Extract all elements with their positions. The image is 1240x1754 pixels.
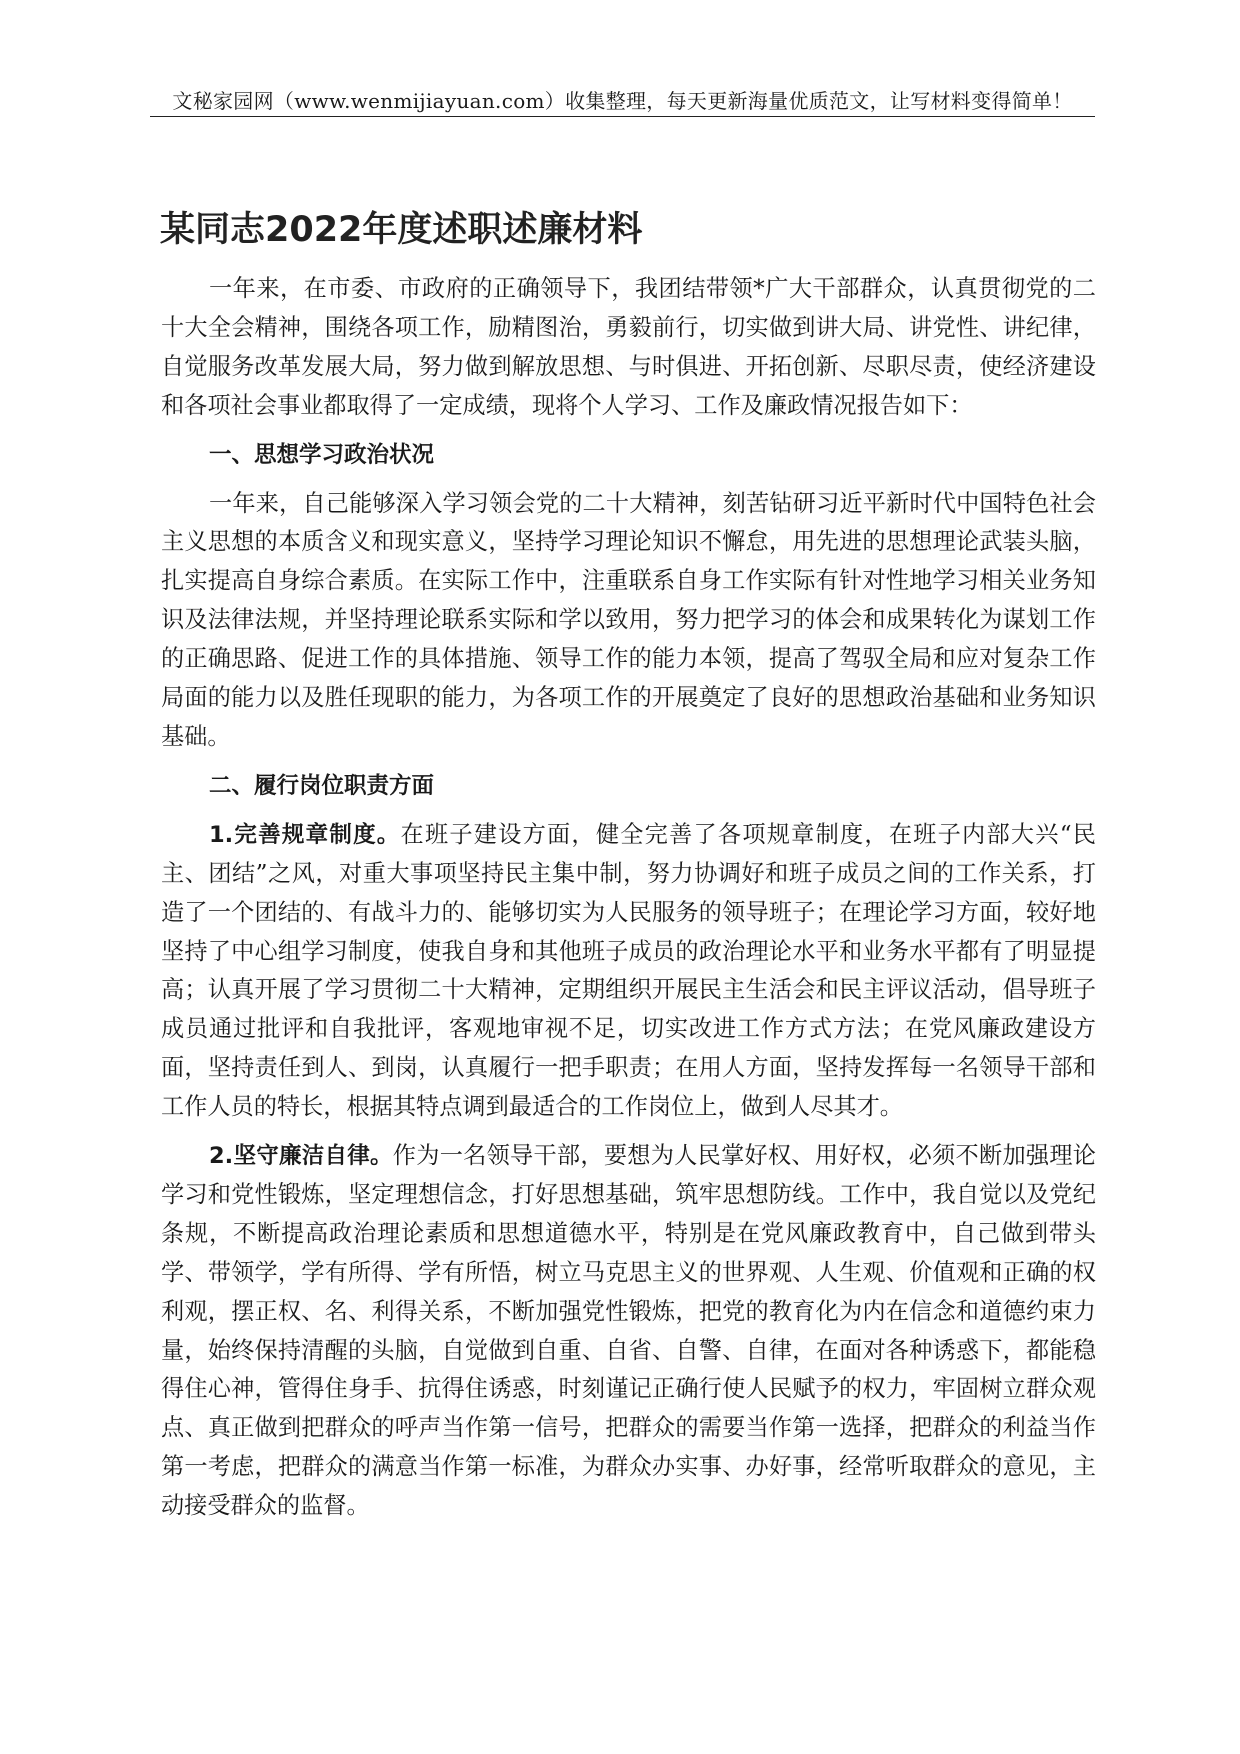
section-heading-2: 二、履行岗位职责方面 [209,772,435,799]
item-1-paragraph [161,816,1096,1127]
item-2-lead: 2.坚守廉洁自律。 [209,1143,393,1170]
header-divider [150,116,1095,117]
section-heading-1: 一、思想学习政治状况 [209,441,435,468]
section-1-paragraph: 一年来，自己能够深入学习领会党的二十大精神，刻苦钻研习近平新时代中国特色社会主义思想的本质含义和现实意义，坚持学习理论知识不懈怠，用先进的思想理论武装头脑，扎实提高自身综合素质。在实际工作中，注重联系自身工作实际有针对性地学习相关业务知识及法律法规，并坚持理论联系实际和学以致用，努力把学习的体会和成果转化为谋划工作的正确思路、促进工作的具体措施、领导工作的能力本领，提高了驾驭全局和应对复杂工作局面的能力以及胜任现职的能力，为各项工作的开展奠定了良好的思想政治基础和业务知识基础。 [161,489,1096,750]
item-2-body: 作为一名领导干部，要想为人民掌好权、用好权，必须不断加强理论学习和党性锻炼，坚定理想信念，打好思想基础，筑牢思想防线。工作中，我自觉以及党纪条规，不断提高政治理论素质和思想道德水平，特别是在党风廉政教育中，自己做到带头学、带领学，学有所得、学有所悟，树立马克思主义的世界观、人生观、价值观和正确的权利观，摆正权、名、利得关系，不断加强党性锻炼，把党的教育化为内在信念和道德约束力量，始终保持清醒的头脑，自觉做到自重、自省、自警、自律，在面对各种诱惑下，都能稳得住心神，管得住身手、抗得住诱惑，时刻谨记正确行使人民赋予的权力，牢固树立群众观点、真正做到把群众的呼声当作第一信号，把群众的需要当作第一选择，把群众的利益当作第一考虑，把群众的满意当作第一标准，为群众办实事、办好事，经常听取群众的意见，主动接受群众的监督。 [161,1142,1096,1520]
intro-paragraph: 一年来，在市委、市政府的正确领导下，我团结带领*广大干部群众，认真贯彻党的二十大全会精神，围绕各项工作，励精图治，勇毅前行，切实做到讲大局、讲党性、讲纪律，自觉服务改革发展大局，努力做到解放思想、与时俱进、开拓创新、尽职尽责，使经济建设和各项社会事业都取得了一定成绩，现将个人学习、工作及廉政情况报告如下： [161,275,1096,419]
document-title: 某同志2022年度述职述廉材料 [160,210,643,250]
document-body [161,270,1096,1526]
item-2-paragraph [161,1137,1096,1526]
page-header: 文秘家园网（www.wenmijiayuan.com）收集整理，每天更新海量优质范文，让写材料变得简单！ [172,89,1073,113]
item-1-lead: 1.完善规章制度。 [209,821,401,848]
item-1-body: 在班子建设方面，健全完善了各项规章制度，在班子内部大兴“民主、团结”之风，对重大事项坚持民主集中制，努力协调好和班子成员之间的工作关系，打造了一个团结的、有战斗力的、能够切实为人民服务的领导班子；在理论学习方面，较好地坚持了中心组学习制度，使我自身和其他班子成员的政治理论水平和业务水平都有了明显提高；认真开展了学习贯彻二十大精神，定期组织开展民主生活会和民主评议活动，倡导班子成员通过批评和自我批评，客观地审视不足，切实改进工作方式方法；在党风廉政建设方面，坚持责任到人、到岗，认真履行一把手职责；在用人方面，坚持发挥每一名领导干部和工作人员的特长，根据其特点调到最适合的工作岗位上，做到人尽其才。 [161,820,1096,1121]
